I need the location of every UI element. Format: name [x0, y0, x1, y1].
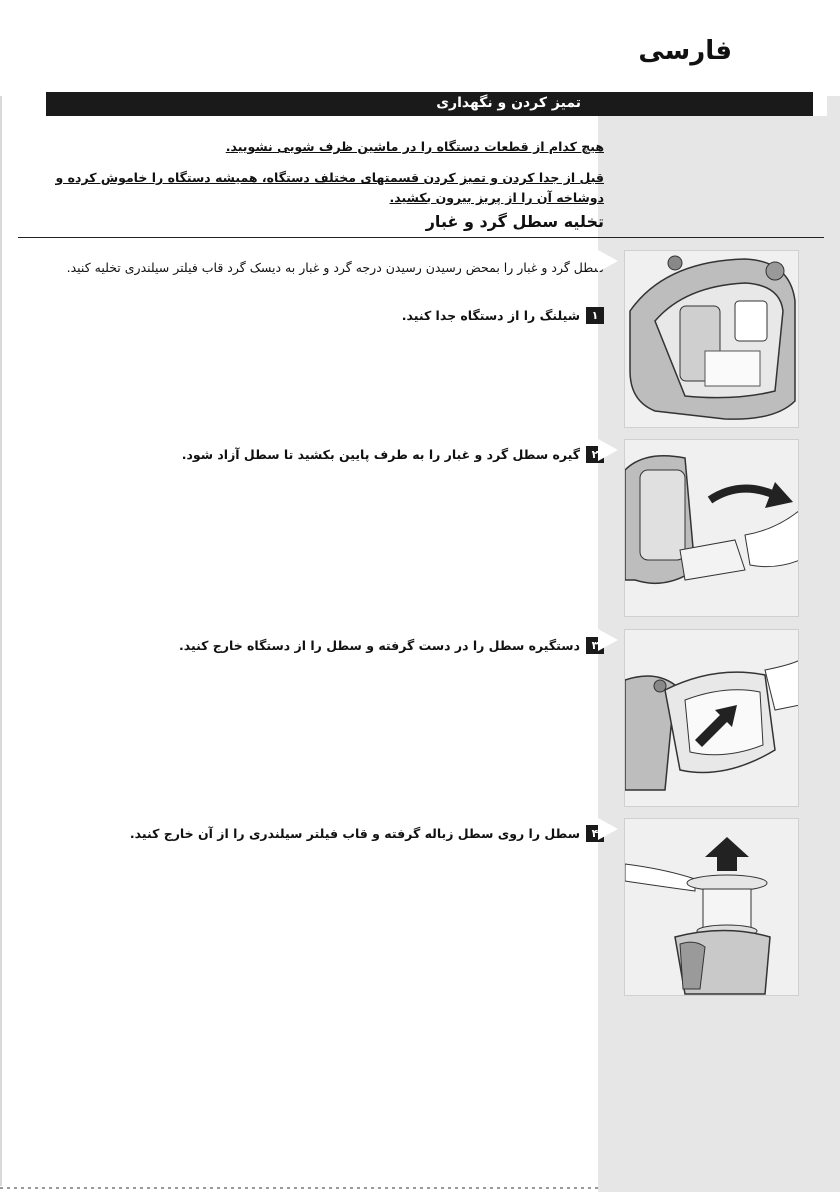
- intro-text: سطل گرد و غبار را بمحض رسیدن رسیدن درجه گرد و غبار به دیسک گرد قاب فیلتر سیلندری تخلیه کنید.: [66, 260, 604, 275]
- subsection-divider: [18, 237, 824, 238]
- subsection-title: تخلیه سطل گرد و غبار: [425, 212, 604, 231]
- language-title: فارسی: [638, 36, 732, 66]
- step-3: [179, 637, 604, 654]
- step-text: شیلنگ را از دستگاه جدا کنید.: [401, 308, 580, 323]
- left-margin-rule: [0, 96, 2, 1186]
- step-text: گیره سطل گرد و غبار را به طرف پایین بکشید تا سطل آزاد شود.: [181, 447, 580, 462]
- warning-dishwasher: هیچ کدام از قطعات دستگاه را در ماشین ظرف شویی نشویید.: [225, 139, 604, 154]
- section-title: تمیز کردن و نگهداری: [436, 95, 581, 111]
- figure-pointer-icon: [598, 439, 618, 461]
- step-4: [130, 825, 604, 842]
- step-1: [402, 307, 604, 324]
- section-header-bar: [46, 92, 827, 116]
- warning-unplug: قبل از جدا کردن و تمیز کردن قسمتهای مختلف دستگاه، همیشه دستگاه را خاموش کرده و دوشاخه آن را از پریز بیرون بکشید.: [55, 170, 604, 205]
- figure-pointer-icon: [598, 629, 618, 651]
- vacuum-dust-container-illustration: [624, 250, 799, 428]
- section-tab-marker: [811, 92, 827, 116]
- step-text: سطل را روی سطل زباله گرفته و قاب فیلتر سیلندری را از آن خارج کنید.: [129, 826, 580, 841]
- step-text: دستگیره سطل را در دست گرفته و سطل را از دستگاه خارج کنید.: [179, 638, 580, 653]
- footer-print-marks: [0, 1187, 598, 1189]
- figure-pointer-icon: [598, 250, 618, 272]
- figure-pointer-icon: [598, 818, 618, 840]
- step-number: ۴: [586, 825, 604, 842]
- pull-latch-illustration: [624, 439, 799, 617]
- remove-bucket-illustration: [624, 629, 799, 807]
- intro-bullet: [64, 258, 604, 278]
- step-number: ۲: [586, 446, 604, 463]
- remove-filter-illustration: [624, 818, 799, 996]
- step-number: ۱: [586, 307, 604, 324]
- step-2: [182, 446, 604, 463]
- step-number: ۳: [586, 637, 604, 654]
